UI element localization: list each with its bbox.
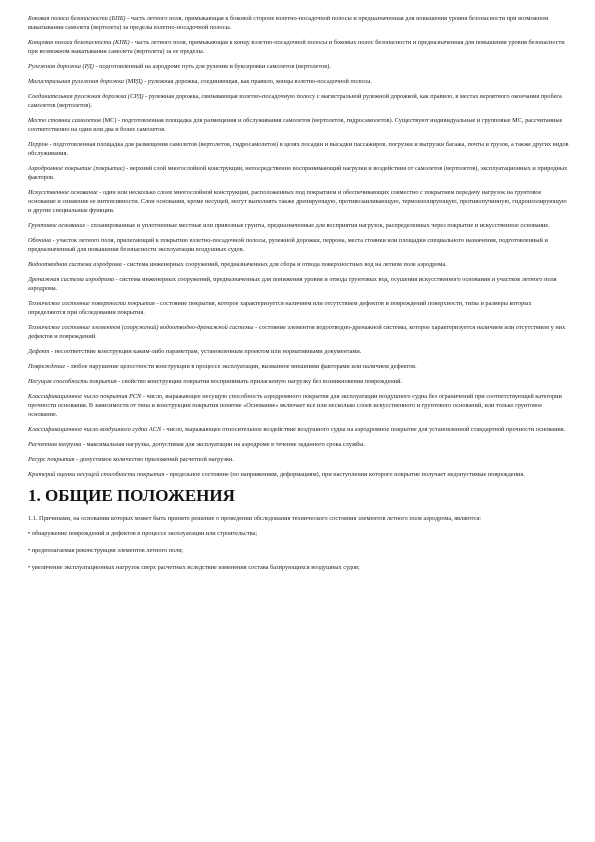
- definition-paragraph: [28, 392, 570, 419]
- definition-term: Водоотводная система аэродрома: [28, 261, 122, 268]
- definition-text: - рулежная дорожка, связывающая взлетно-посадочную полосу с магистральной рулежной дорожкой, как правило, в местах вероятного окончания пробега самолетов (вертолетов).: [28, 93, 562, 109]
- definition-term: Техническое состояние элементов (сооружений) водоотводно-дренажной системы: [28, 324, 254, 331]
- definition-term: Обочина: [28, 237, 52, 244]
- definition-term: Классификационное число воздушного судна ACN: [28, 426, 162, 433]
- definition-term: Дефект: [28, 348, 50, 355]
- definition-paragraph: [28, 38, 570, 56]
- definition-paragraph: [28, 260, 570, 269]
- definition-paragraph: [28, 440, 570, 449]
- definition-term: Расчетная нагрузка: [28, 441, 82, 448]
- definition-text: - спланированные и уплотненные местные или привозные грунты, предназначенные для восприятия нагрузок, распределенных через покрытие и искусственное основание.: [85, 222, 550, 229]
- definition-text: - допустимое количество приложений расчетной нагрузки.: [74, 456, 234, 463]
- definition-term: Боковая полоса безопасности (БПБ): [28, 15, 126, 22]
- definition-text: (МРД) - рулежная дорожка, соединяющая, как правило, концы взлетно-посадочной полосы.: [124, 78, 372, 85]
- definition-term: Повреждение: [28, 363, 66, 370]
- definition-term: Концевая полоса безопасности (КПБ): [28, 39, 130, 46]
- document-page: [28, 14, 570, 580]
- definition-paragraph: [28, 323, 570, 341]
- definition-paragraph: [28, 347, 570, 356]
- definition-paragraph: [28, 188, 570, 215]
- list-item: • обнаружение повреждений и дефектов в процессе эксплуатации или строительства;: [28, 530, 258, 537]
- definition-term: Техническое состояние поверхности покрытия: [28, 300, 155, 307]
- definition-term: Несущая способность покрытия: [28, 378, 117, 385]
- definition-text: - максимальная нагрузка, допустимая для эксплуатации на аэродроме в течение заданного срока службы.: [81, 441, 366, 448]
- section-list: [28, 529, 570, 572]
- definition-paragraph: [28, 62, 570, 71]
- definition-paragraph: [28, 299, 570, 317]
- definition-text: - число, выражающее относительное воздействие воздушного судна на аэродромное покрытие для установленной стандартной прочности основания.: [161, 426, 566, 433]
- definition-term: Искусственное основание: [28, 189, 98, 196]
- definition-term: Рулежная дорожка (РД): [28, 63, 94, 70]
- definition-text: - один или несколько слоев многослойной конструкции, расположенных под покрытием и обеспечивающих совместно с покрытием передачу нагрузок на грунтовое основание и снижение ее интенсивности. Слои основания, кроме несущей, могут выполнять также дренирующую, противозаиливающую, термоизолирующую, противопучинную, гидроизолирующую и другие специальные функции.: [28, 189, 567, 214]
- definition-text: - система инженерных сооружений, предназначенных для сбора и отвода поверхностных вод на летном поле аэродрома.: [121, 261, 447, 268]
- definition-paragraph: [28, 275, 570, 293]
- definition-text: - часть летного поля, примыкающая к концу взлетно-посадочной полосы и боковых полос безопасности и предназначенная для повышения уровня безопасности при возможном выкатывании самолета (вертолета) за ее пределы.: [28, 39, 565, 55]
- definition-paragraph: [28, 362, 570, 371]
- definition-term: Дренажная система аэродрома: [28, 276, 115, 283]
- definition-text: - предельное состояние (по напряжениям, деформациям), при наступлении которого покрытие получает недопустимые повреждения.: [164, 471, 525, 478]
- definition-paragraph: [28, 116, 570, 134]
- definition-term: Грунтовое основание: [28, 222, 86, 229]
- definition-paragraph: [28, 236, 570, 254]
- definition-term: Магистральная рулежная дорожка: [28, 78, 125, 85]
- definition-text: - участок летного поля, прилегающий к покрытию взлетно-посадочной полосы, рулежной дорожки, перрона, места стоянки или площадки специального назначения, подготовленный и предназначенный для повышения безопасности эксплуатации воздушных судов.: [28, 237, 548, 253]
- definition-text: - состояние элементов водоотводно-дренажной системы, которое характеризуется наличием или отсутствием у них дефектов и повреждений.: [28, 324, 566, 340]
- definition-paragraph: [28, 425, 570, 434]
- definition-text: - число, выражающее несущую способность аэродромного покрытия для эксплуатации воздушного судна без ограничений при соответствующей категории прочности основания. В зависимости от типа и конструкции покрытия понятие «Основание» включает все или несколько слоев искусственного и грунтового оснований, или только грунтовое основание.: [28, 393, 562, 418]
- section-intro: 1.1. Причинами, на основании которых может быть принято решение о проведении обследования технического состояния элементов летного поля аэродрома, являются:: [28, 515, 481, 522]
- definition-paragraph: [28, 470, 570, 479]
- definition-text: - состояние покрытия, которое характеризуется наличием или отсутствием дефектов и повреждений поверхности, типы и размеры которых определяются при обследовании покрытия.: [28, 300, 532, 316]
- definition-term: Критерий оценки несущей способности покрытия: [28, 471, 165, 478]
- definition-text: - часть летного поля, примыкающая к боковой стороне взлетно-посадочной полосы и предназначенная для повышения уровня безопасности при возможном выкатывании самолета (вертолета) за пределы взлетно-посадочной полосы.: [28, 15, 549, 31]
- definition-text: - свойство конструкции покрытия воспринимать прилагаемую нагрузку без возникновения повреждений.: [116, 378, 403, 385]
- definition-term: Соединительная рулежная дорожка (СРД): [28, 93, 144, 100]
- definition-paragraph: [28, 377, 570, 386]
- list-item: • увеличение эксплуатационных нагрузок сверх расчетных вследствие изменения состава базирующихся воздушных судов;: [28, 564, 360, 571]
- definition-paragraph: [28, 455, 570, 464]
- definition-text: - любое нарушение целостности конструкции в процессе эксплуатации, вызванное внешними факторами или наличием дефектов.: [65, 363, 417, 370]
- definition-text: - система инженерных сооружений, предназначенных для понижения уровня и отвода грунтовых вод, осушения искусственного основания и участков летного поля аэродрома.: [28, 276, 557, 292]
- definition-term: Место стоянки самолетов: [28, 117, 101, 124]
- definition-term: Классификационное число покрытия PCN: [28, 393, 142, 400]
- definition-paragraph: [28, 92, 570, 110]
- definition-term: Ресурс покрытия: [28, 456, 75, 463]
- section-heading: 1. ОБЩИЕ ПОЛОЖЕНИЯ: [28, 486, 235, 505]
- definition-text: (МС) - подготовленная площадка для размещения и обслуживания самолетов (вертолетов, гидросамолетов). Существуют индивидуальные и групповые МС, рассчитанные соответственно на один или два и более самолетов.: [28, 117, 563, 133]
- definition-paragraph: [28, 77, 570, 86]
- definition-text: - верхний слой многослойной конструкции, непосредственно воспринимающий нагрузки и воздействия от самолетов (вертолетов), эксплуатационных и природных факторов.: [28, 165, 568, 181]
- definition-paragraph: [28, 221, 570, 230]
- definition-text: - несоответствие конструкции каким-либо параметрам, установленным проектом или нормативными документами.: [49, 348, 362, 355]
- definitions-list: [28, 14, 570, 479]
- definition-term: Перрон: [28, 141, 48, 148]
- definition-text: - подготовленный на аэродроме путь для руления и буксировки самолетов (вертолетов).: [93, 63, 331, 70]
- definition-paragraph: [28, 164, 570, 182]
- definition-paragraph: [28, 140, 570, 158]
- definition-term: Аэродромное покрытие (покрытие): [28, 165, 125, 172]
- list-item: • предполагаемая реконструкция элементов летного поля;: [28, 547, 183, 554]
- definition-text: - подготовленная площадка для размещения самолетов (вертолетов, гидросамолетов) в целях посадки и высадки пассажиров, погрузки и выгрузки багажа, почты и грузов, а также других видов обслуживания.: [28, 141, 569, 157]
- definition-paragraph: [28, 14, 570, 32]
